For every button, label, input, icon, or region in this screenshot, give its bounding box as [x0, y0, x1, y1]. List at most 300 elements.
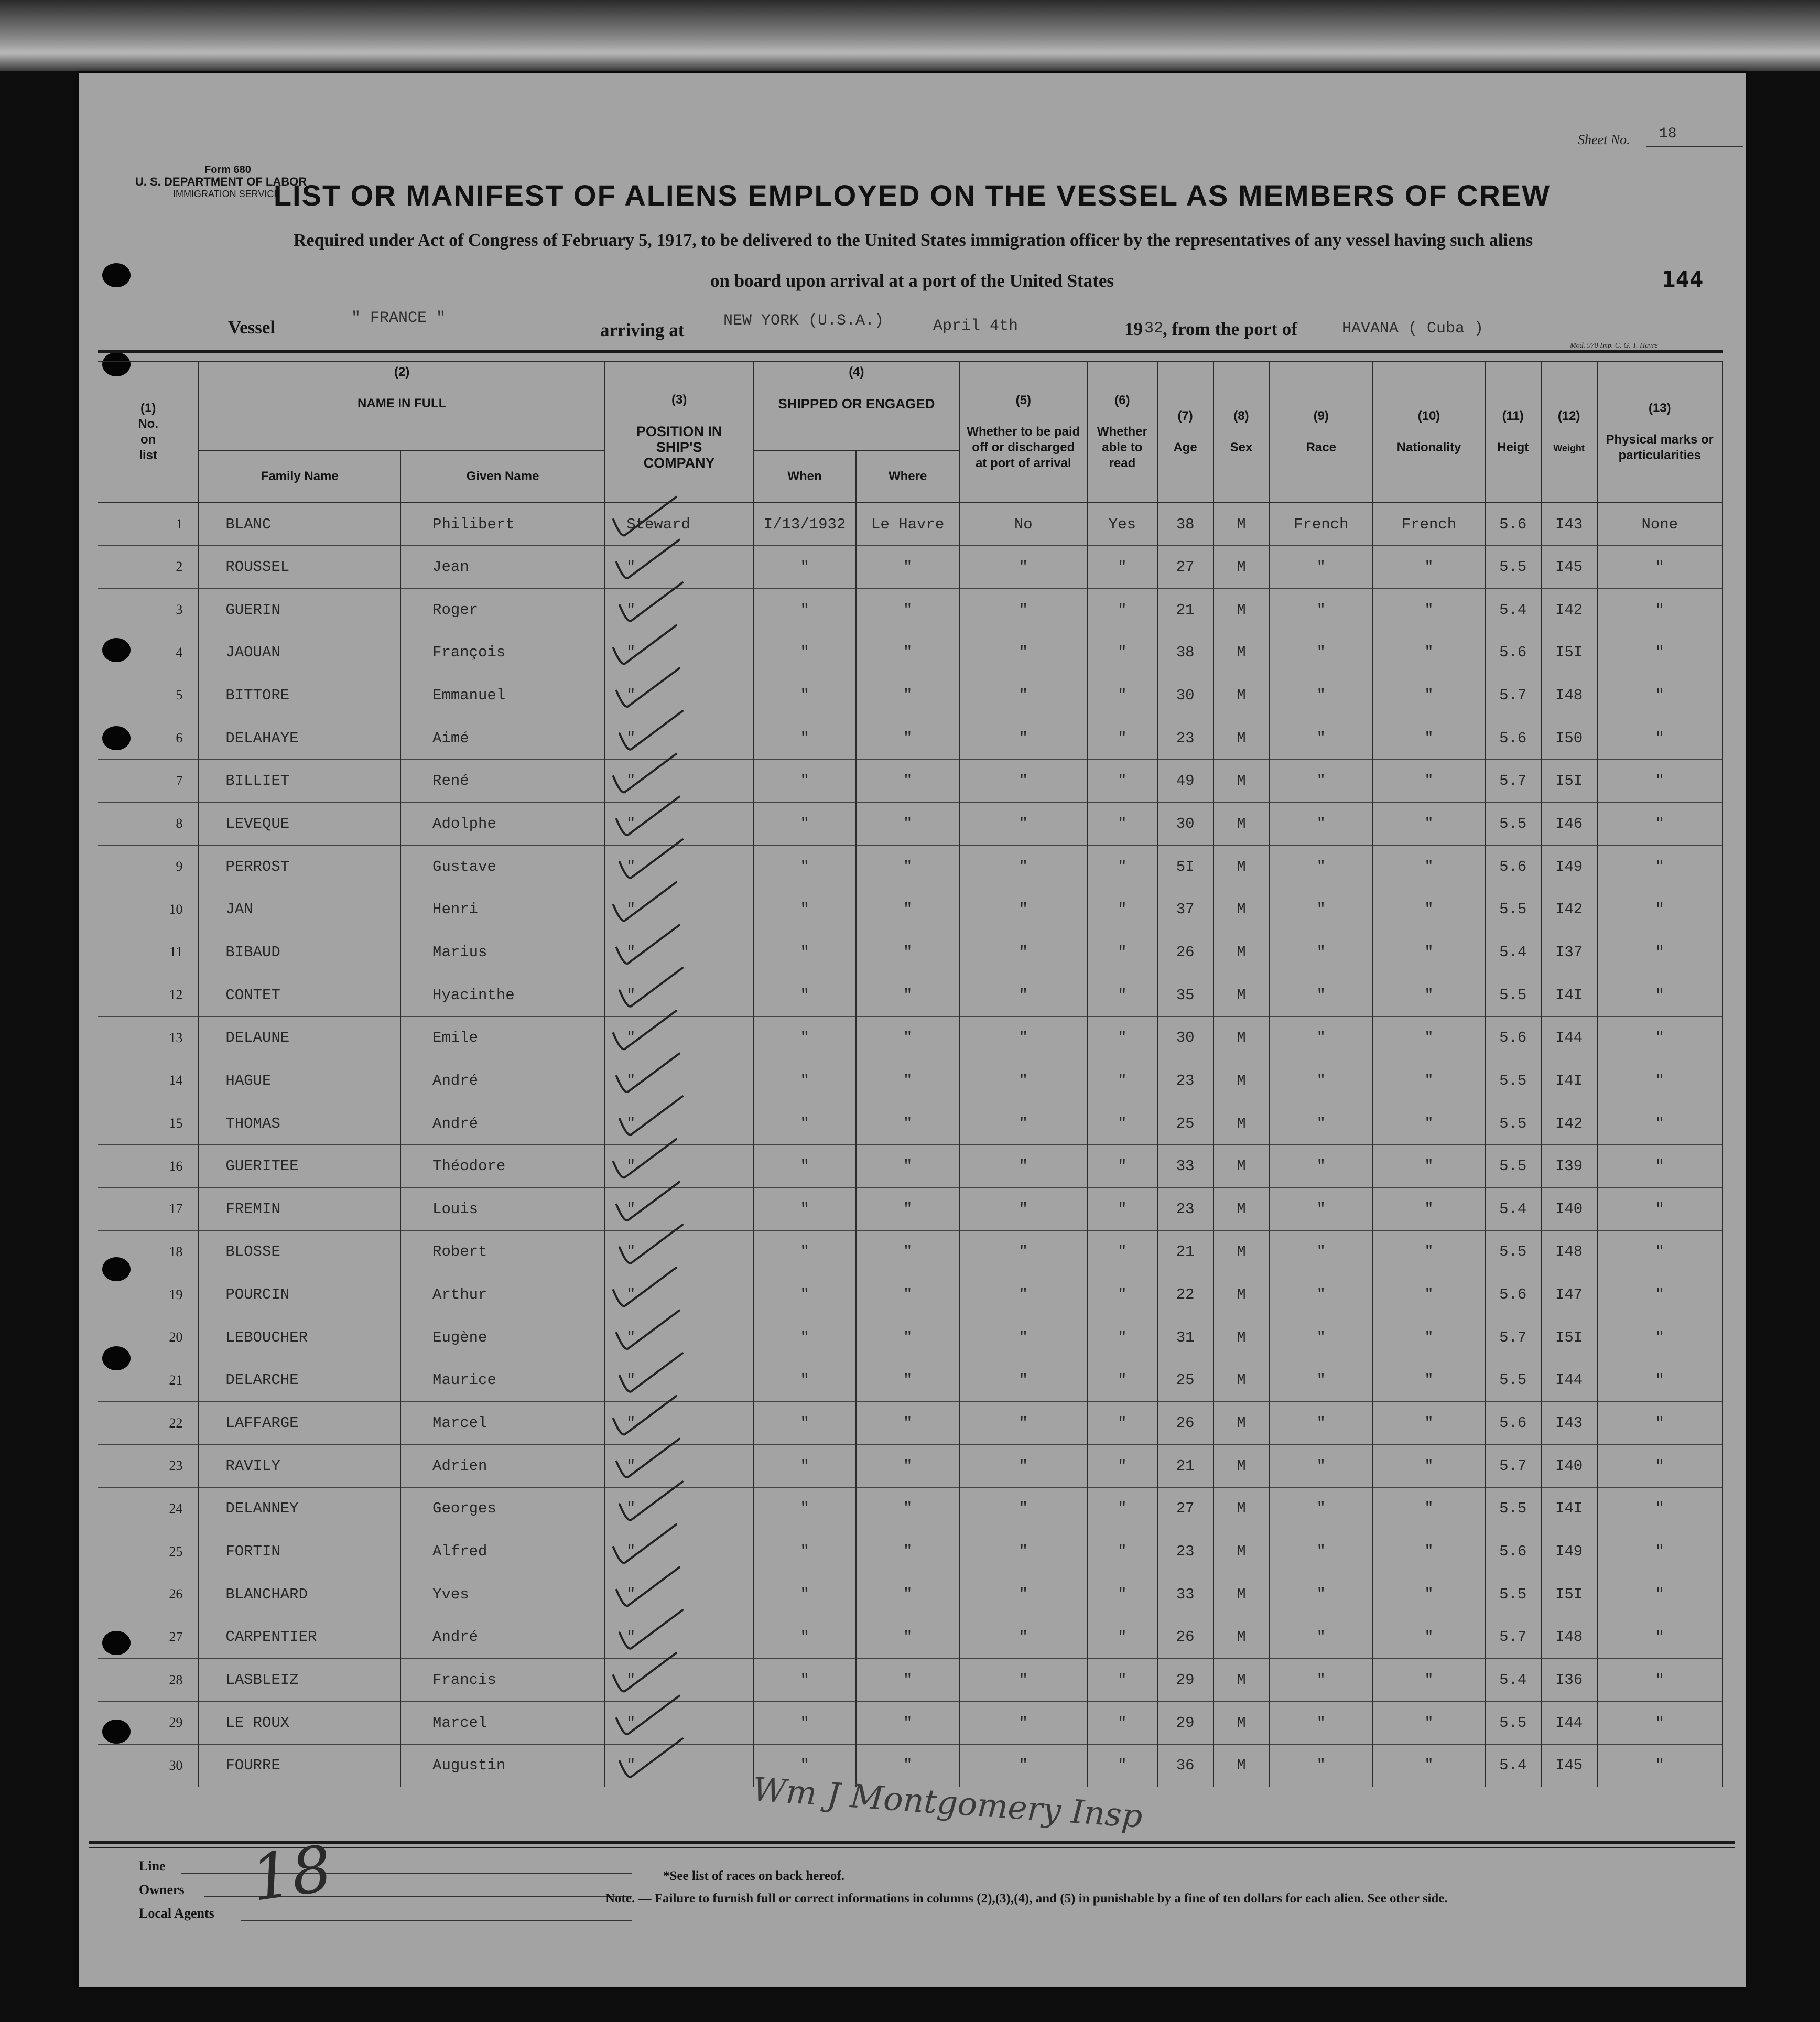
- col-height-header: (11) Heigt: [1485, 361, 1541, 503]
- row-number-cell: 1: [98, 503, 199, 546]
- weight-cell: I5I: [1541, 1573, 1597, 1616]
- able-to-read-cell: ": [1087, 1402, 1157, 1445]
- able-to-read-cell: ": [1087, 1616, 1157, 1659]
- given-name-cell: Adrien: [400, 1444, 605, 1487]
- physical-marks-cell: ": [1597, 546, 1722, 589]
- age-cell: 29: [1157, 1701, 1214, 1744]
- race-cell: ": [1269, 631, 1373, 674]
- shipped-where-cell: ": [856, 1573, 960, 1616]
- weight-cell: I42: [1541, 1102, 1597, 1145]
- height-cell: 5.6: [1485, 717, 1541, 760]
- position-cell: ": [605, 760, 753, 803]
- check-mark: [620, 1225, 682, 1263]
- weight-cell: I5I: [1541, 1316, 1597, 1359]
- height-cell: 5.4: [1485, 1659, 1541, 1702]
- race-cell: ": [1269, 1017, 1373, 1059]
- physical-marks-cell: None: [1597, 503, 1722, 546]
- nationality-cell: ": [1373, 1659, 1485, 1702]
- sex-cell: M: [1214, 1230, 1270, 1273]
- given-name-cell: Alfred: [400, 1530, 605, 1573]
- physical-marks-cell: ": [1597, 1487, 1722, 1530]
- row-number-cell: 25: [98, 1530, 199, 1573]
- race-cell: ": [1269, 674, 1373, 717]
- height-cell: 5.5: [1485, 1145, 1541, 1188]
- check-mark: [616, 1054, 679, 1092]
- nationality-cell: ": [1373, 1402, 1485, 1445]
- physical-marks-cell: ": [1597, 1017, 1722, 1059]
- nationality-cell: ": [1373, 1273, 1485, 1316]
- nationality-cell: ": [1373, 1017, 1485, 1059]
- weight-cell: I4I: [1541, 974, 1597, 1017]
- check-mark: [616, 925, 679, 964]
- race-cell: ": [1269, 1359, 1373, 1402]
- height-cell: 5.5: [1485, 1059, 1541, 1102]
- row-number-cell: 7: [98, 760, 199, 803]
- age-cell: 23: [1157, 1059, 1214, 1102]
- shipped-where-cell: Le Havre: [856, 503, 960, 546]
- able-to-read-cell: ": [1087, 717, 1157, 760]
- given-name-cell: Gustave: [400, 845, 605, 888]
- row-number-cell: 11: [98, 931, 199, 974]
- check-mark: [616, 1439, 679, 1477]
- shipped-where-cell: ": [856, 974, 960, 1017]
- age-cell: 30: [1157, 674, 1214, 717]
- weight-cell: I49: [1541, 1530, 1597, 1573]
- nationality-cell: ": [1373, 631, 1485, 674]
- given-name-cell: René: [400, 760, 605, 803]
- able-to-read-cell: ": [1087, 1188, 1157, 1231]
- height-cell: 5.7: [1485, 1616, 1541, 1659]
- paid-off-cell: ": [959, 1017, 1087, 1059]
- nationality-cell: ": [1373, 803, 1485, 846]
- position-cell: ": [605, 931, 753, 974]
- paid-off-cell: ": [959, 588, 1087, 631]
- race-cell: ": [1269, 974, 1373, 1017]
- able-to-read-cell: ": [1087, 1273, 1157, 1316]
- position-cell: ": [605, 974, 753, 1017]
- col-where-header: Where: [856, 450, 960, 503]
- age-cell: 37: [1157, 888, 1214, 931]
- height-cell: 5.6: [1485, 1530, 1541, 1573]
- check-mark: [613, 625, 676, 664]
- position-cell: ": [605, 674, 753, 717]
- age-cell: 35: [1157, 974, 1214, 1017]
- height-cell: 5.4: [1485, 931, 1541, 974]
- height-cell: 5.5: [1485, 1102, 1541, 1145]
- weight-cell: I40: [1541, 1444, 1597, 1487]
- shipped-when-cell: ": [753, 1616, 856, 1659]
- inspector-signature: Wm J Montgomery Insp: [751, 1770, 1144, 1835]
- height-cell: 5.4: [1485, 1744, 1541, 1787]
- age-cell: 26: [1157, 1616, 1214, 1659]
- manifest-title: LIST OR MANIFEST OF ALIENS EMPLOYED ON THE VESSEL AS MEMBERS OF CREW: [273, 179, 1551, 212]
- given-name-cell: Maurice: [400, 1359, 605, 1402]
- position-cell: ": [605, 588, 753, 631]
- given-name-cell: Georges: [400, 1487, 605, 1530]
- sex-cell: M: [1214, 760, 1270, 803]
- weight-cell: I4I: [1541, 1059, 1597, 1102]
- position-cell: ": [605, 717, 753, 760]
- height-cell: 5.6: [1485, 631, 1541, 674]
- paid-off-cell: ": [959, 1188, 1087, 1231]
- able-to-read-cell: ": [1087, 631, 1157, 674]
- paid-off-cell: ": [959, 1145, 1087, 1188]
- position-cell: ": [605, 1059, 753, 1102]
- given-name-cell: Augustin: [400, 1744, 605, 1787]
- shipped-where-cell: ": [856, 1273, 960, 1316]
- family-name-cell: POURCIN: [199, 1273, 400, 1316]
- shipped-where-cell: ": [856, 1017, 960, 1059]
- race-cell: ": [1269, 1059, 1373, 1102]
- paid-off-cell: ": [959, 974, 1087, 1017]
- row-number-cell: 15: [98, 1102, 199, 1145]
- check-mark: [620, 1610, 682, 1648]
- shipped-where-cell: ": [856, 888, 960, 931]
- weight-cell: I5I: [1541, 631, 1597, 674]
- row-number-cell: 28: [98, 1659, 199, 1702]
- able-to-read-cell: ": [1087, 1444, 1157, 1487]
- race-cell: ": [1269, 1316, 1373, 1359]
- col-when-header: When: [753, 450, 856, 503]
- family-name-cell: LE ROUX: [199, 1701, 400, 1744]
- row-number-cell: 19: [98, 1273, 199, 1316]
- able-to-read-cell: ": [1087, 1659, 1157, 1702]
- family-name-cell: CARPENTIER: [199, 1616, 400, 1659]
- year-suffix: 32: [1144, 320, 1164, 338]
- shipped-when-cell: ": [753, 631, 856, 674]
- position-cell: ": [605, 1659, 753, 1702]
- from-port-label: , from the port of: [1163, 319, 1297, 339]
- shipped-when-cell: ": [753, 1145, 856, 1188]
- age-cell: 29: [1157, 1659, 1214, 1702]
- agents-underline: [241, 1920, 632, 1921]
- shipped-when-cell: ": [753, 1188, 856, 1231]
- shipped-when-cell: ": [753, 1744, 856, 1787]
- row-number-cell: 26: [98, 1573, 199, 1616]
- given-name-cell: André: [400, 1059, 605, 1102]
- nationality-cell: ": [1373, 1102, 1485, 1145]
- able-to-read-cell: ": [1087, 1530, 1157, 1573]
- age-cell: 36: [1157, 1744, 1214, 1787]
- position-cell: ": [605, 1230, 753, 1273]
- position-cell: ": [605, 1744, 753, 1787]
- shipped-where-cell: ": [856, 674, 960, 717]
- race-cell: ": [1269, 931, 1373, 974]
- physical-marks-cell: ": [1597, 803, 1722, 846]
- row-number-cell: 18: [98, 1230, 199, 1273]
- age-cell: 30: [1157, 1017, 1214, 1059]
- physical-marks-cell: ": [1597, 674, 1722, 717]
- position-cell: ": [605, 1316, 753, 1359]
- row-number-cell: 23: [98, 1444, 199, 1487]
- check-mark: [620, 582, 682, 621]
- position-cell: ": [605, 631, 753, 674]
- shipped-where-cell: ": [856, 1487, 960, 1530]
- family-name-cell: FOURRE: [199, 1744, 400, 1787]
- page-number: 144: [1662, 266, 1704, 293]
- family-name-cell: FREMIN: [199, 1188, 400, 1231]
- height-cell: 5.6: [1485, 1273, 1541, 1316]
- height-cell: 5.4: [1485, 588, 1541, 631]
- sex-cell: M: [1214, 931, 1270, 974]
- weight-cell: I40: [1541, 1188, 1597, 1231]
- sex-cell: M: [1214, 674, 1270, 717]
- age-cell: 23: [1157, 1530, 1214, 1573]
- nationality-cell: French: [1373, 503, 1485, 546]
- nationality-cell: ": [1373, 546, 1485, 589]
- family-name-cell: BLANC: [199, 503, 400, 546]
- nationality-cell: ": [1373, 1316, 1485, 1359]
- check-mark: [616, 540, 679, 578]
- shipped-when-cell: ": [753, 1573, 856, 1616]
- nationality-cell: ": [1373, 674, 1485, 717]
- age-cell: 21: [1157, 1230, 1214, 1273]
- col-paid-off-header: (5) Whether to be paid off or discharged at port of arrival: [959, 361, 1087, 503]
- race-cell: ": [1269, 717, 1373, 760]
- position-cell: ": [605, 1102, 753, 1145]
- footer-rule-bottom: [89, 1847, 1735, 1848]
- col-weight-header: (12) Weight: [1541, 361, 1597, 503]
- height-cell: 5.7: [1485, 674, 1541, 717]
- position-cell: ": [605, 1701, 753, 1744]
- paid-off-cell: ": [959, 1530, 1087, 1573]
- weight-cell: I44: [1541, 1017, 1597, 1059]
- given-name-cell: Marcel: [400, 1701, 605, 1744]
- paid-off-cell: ": [959, 1701, 1087, 1744]
- given-name-cell: Louis: [400, 1188, 605, 1231]
- race-cell: ": [1269, 803, 1373, 846]
- paid-off-cell: ": [959, 1359, 1087, 1402]
- height-cell: 5.5: [1485, 1230, 1541, 1273]
- shipped-where-cell: ": [856, 1402, 960, 1445]
- given-name-cell: André: [400, 1616, 605, 1659]
- sex-cell: M: [1214, 1359, 1270, 1402]
- sex-cell: M: [1214, 1659, 1270, 1702]
- vessel-name: " FRANCE ": [351, 309, 446, 327]
- given-name-cell: Emmanuel: [400, 674, 605, 717]
- weight-cell: I45: [1541, 1744, 1597, 1787]
- able-to-read-cell: ": [1087, 845, 1157, 888]
- weight-cell: I47: [1541, 1273, 1597, 1316]
- arrival-port: NEW YORK (U.S.A.): [723, 312, 884, 330]
- age-cell: 38: [1157, 503, 1214, 546]
- age-cell: 27: [1157, 1487, 1214, 1530]
- paid-off-cell: ": [959, 888, 1087, 931]
- able-to-read-cell: ": [1087, 1059, 1157, 1102]
- able-to-read-cell: ": [1087, 1359, 1157, 1402]
- weight-cell: I43: [1541, 1402, 1597, 1445]
- physical-marks-cell: ": [1597, 1316, 1722, 1359]
- given-name-cell: Arthur: [400, 1273, 605, 1316]
- check-mark: [620, 1482, 682, 1520]
- height-cell: 5.5: [1485, 546, 1541, 589]
- given-name-cell: Adolphe: [400, 803, 605, 846]
- given-name-cell: Robert: [400, 1230, 605, 1273]
- given-name-cell: Yves: [400, 1573, 605, 1616]
- shipped-when-cell: ": [753, 1102, 856, 1145]
- shipped-where-cell: ": [856, 931, 960, 974]
- col-no-header: (1) No. on list: [98, 361, 199, 503]
- family-name-cell: BILLIET: [199, 760, 400, 803]
- paid-off-cell: ": [959, 1316, 1087, 1359]
- able-to-read-cell: ": [1087, 1145, 1157, 1188]
- paid-off-cell: ": [959, 845, 1087, 888]
- row-number-cell: 29: [98, 1701, 199, 1744]
- nationality-cell: ": [1373, 1530, 1485, 1573]
- able-to-read-cell: ": [1087, 546, 1157, 589]
- arrival-date: April 4th: [933, 317, 1019, 335]
- able-to-read-cell: Yes: [1087, 503, 1157, 546]
- family-name-cell: LEBOUCHER: [199, 1316, 400, 1359]
- shipped-when-cell: ": [753, 888, 856, 931]
- age-cell: 31: [1157, 1316, 1214, 1359]
- race-cell: ": [1269, 1102, 1373, 1145]
- race-cell: ": [1269, 1487, 1373, 1530]
- sex-cell: M: [1214, 1102, 1270, 1145]
- race-cell: French: [1269, 503, 1373, 546]
- race-cell: ": [1269, 1444, 1373, 1487]
- given-name-cell: Hyacinthe: [400, 974, 605, 1017]
- shipped-when-cell: ": [753, 803, 856, 846]
- check-mark: [620, 1738, 682, 1777]
- paid-off-cell: ": [959, 1402, 1087, 1445]
- family-name-cell: LAFFARGE: [199, 1402, 400, 1445]
- family-name-cell: JAOUAN: [199, 631, 400, 674]
- sheet-label: Sheet No.: [1578, 132, 1630, 147]
- able-to-read-cell: ": [1087, 1316, 1157, 1359]
- physical-marks-cell: ": [1597, 931, 1722, 974]
- weight-cell: I48: [1541, 674, 1597, 717]
- sex-cell: M: [1214, 1701, 1270, 1744]
- given-name-cell: Aimé: [400, 717, 605, 760]
- age-cell: 25: [1157, 1359, 1214, 1402]
- given-name-cell: Henri: [400, 888, 605, 931]
- check-mark: [613, 882, 676, 921]
- able-to-read-cell: ": [1087, 1487, 1157, 1530]
- sex-cell: M: [1214, 1444, 1270, 1487]
- shipped-where-cell: ": [856, 1701, 960, 1744]
- shipped-when-cell: ": [753, 1487, 856, 1530]
- race-cell: ": [1269, 1659, 1373, 1702]
- shipped-where-cell: ": [856, 631, 960, 674]
- age-cell: 38: [1157, 631, 1214, 674]
- shipped-when-cell: ": [753, 1316, 856, 1359]
- handwritten-number: 18: [247, 1832, 337, 1916]
- height-cell: 5.5: [1485, 803, 1541, 846]
- col-position-header: (3) POSITION IN SHIP'S COMPANY: [605, 361, 753, 503]
- able-to-read-cell: ": [1087, 588, 1157, 631]
- departure-port: HAVANA ( Cuba ): [1342, 320, 1484, 338]
- check-mark: [620, 839, 682, 878]
- family-name-cell: DELAUNE: [199, 1017, 400, 1059]
- paid-off-cell: ": [959, 1102, 1087, 1145]
- race-cell: ": [1269, 888, 1373, 931]
- height-cell: 5.7: [1485, 760, 1541, 803]
- paid-off-cell: ": [959, 717, 1087, 760]
- position-cell: Steward: [605, 503, 753, 546]
- row-number-cell: 9: [98, 845, 199, 888]
- shipped-when-cell: ": [753, 760, 856, 803]
- shipped-where-cell: ": [856, 588, 960, 631]
- physical-marks-cell: ": [1597, 631, 1722, 674]
- nationality-cell: ": [1373, 1487, 1485, 1530]
- family-name-cell: DELAHAYE: [199, 717, 400, 760]
- sex-cell: M: [1214, 1744, 1270, 1787]
- position-cell: ": [605, 1273, 753, 1316]
- family-name-cell: PERROST: [199, 845, 400, 888]
- arriving-label: arriving at: [600, 320, 685, 340]
- sex-cell: M: [1214, 1273, 1270, 1316]
- paid-off-cell: ": [959, 546, 1087, 589]
- position-cell: ": [605, 546, 753, 589]
- sex-cell: M: [1214, 1017, 1270, 1059]
- footer-rule-top: [89, 1841, 1735, 1844]
- printer-note: Mod. 970 Imp. C. G. T. Havre: [1570, 342, 1658, 350]
- row-number-cell: 24: [98, 1487, 199, 1530]
- race-cell: ": [1269, 760, 1373, 803]
- shipped-when-cell: ": [753, 546, 856, 589]
- able-to-read-cell: ": [1087, 674, 1157, 717]
- shipped-when-cell: ": [753, 1701, 856, 1744]
- row-number-cell: 14: [98, 1059, 199, 1102]
- paid-off-cell: ": [959, 1659, 1087, 1702]
- family-name-cell: BITTORE: [199, 674, 400, 717]
- family-name-cell: THOMAS: [199, 1102, 400, 1145]
- height-cell: 5.6: [1485, 503, 1541, 546]
- family-name-cell: RAVILY: [199, 1444, 400, 1487]
- weight-cell: I45: [1541, 546, 1597, 589]
- height-cell: 5.7: [1485, 1444, 1541, 1487]
- position-cell: ": [605, 1487, 753, 1530]
- race-cell: ": [1269, 1530, 1373, 1573]
- position-cell: ": [605, 803, 753, 846]
- sex-cell: M: [1214, 1402, 1270, 1445]
- able-to-read-cell: ": [1087, 760, 1157, 803]
- family-name-cell: CONTET: [199, 974, 400, 1017]
- row-number-cell: 30: [98, 1744, 199, 1787]
- shipped-when-cell: ": [753, 1059, 856, 1102]
- given-name-cell: Marius: [400, 931, 605, 974]
- age-cell: 49: [1157, 760, 1214, 803]
- physical-marks-cell: ": [1597, 1701, 1722, 1744]
- paid-off-cell: ": [959, 1616, 1087, 1659]
- given-name-cell: Marcel: [400, 1402, 605, 1445]
- nationality-cell: ": [1373, 760, 1485, 803]
- nationality-cell: ": [1373, 1230, 1485, 1273]
- weight-cell: I39: [1541, 1145, 1597, 1188]
- paid-off-cell: No: [959, 503, 1087, 546]
- shipped-where-cell: ": [856, 1616, 960, 1659]
- check-mark: [616, 1311, 679, 1349]
- shipped-where-cell: ": [856, 717, 960, 760]
- row-number-cell: 17: [98, 1188, 199, 1231]
- col-shipped-header: (4) SHIPPED OR ENGAGED: [753, 361, 959, 450]
- col-race-header: (9) Race: [1269, 361, 1373, 503]
- given-name-cell: André: [400, 1102, 605, 1145]
- race-cell: ": [1269, 1230, 1373, 1273]
- weight-cell: I49: [1541, 845, 1597, 888]
- weight-cell: I4I: [1541, 1487, 1597, 1530]
- race-cell: ": [1269, 588, 1373, 631]
- family-name-cell: HAGUE: [199, 1059, 400, 1102]
- height-cell: 5.5: [1485, 1487, 1541, 1530]
- given-name-cell: Théodore: [400, 1145, 605, 1188]
- check-mark: [613, 497, 676, 535]
- sex-cell: M: [1214, 717, 1270, 760]
- family-name-cell: BIBAUD: [199, 931, 400, 974]
- race-cell: ": [1269, 1616, 1373, 1659]
- row-number-cell: 12: [98, 974, 199, 1017]
